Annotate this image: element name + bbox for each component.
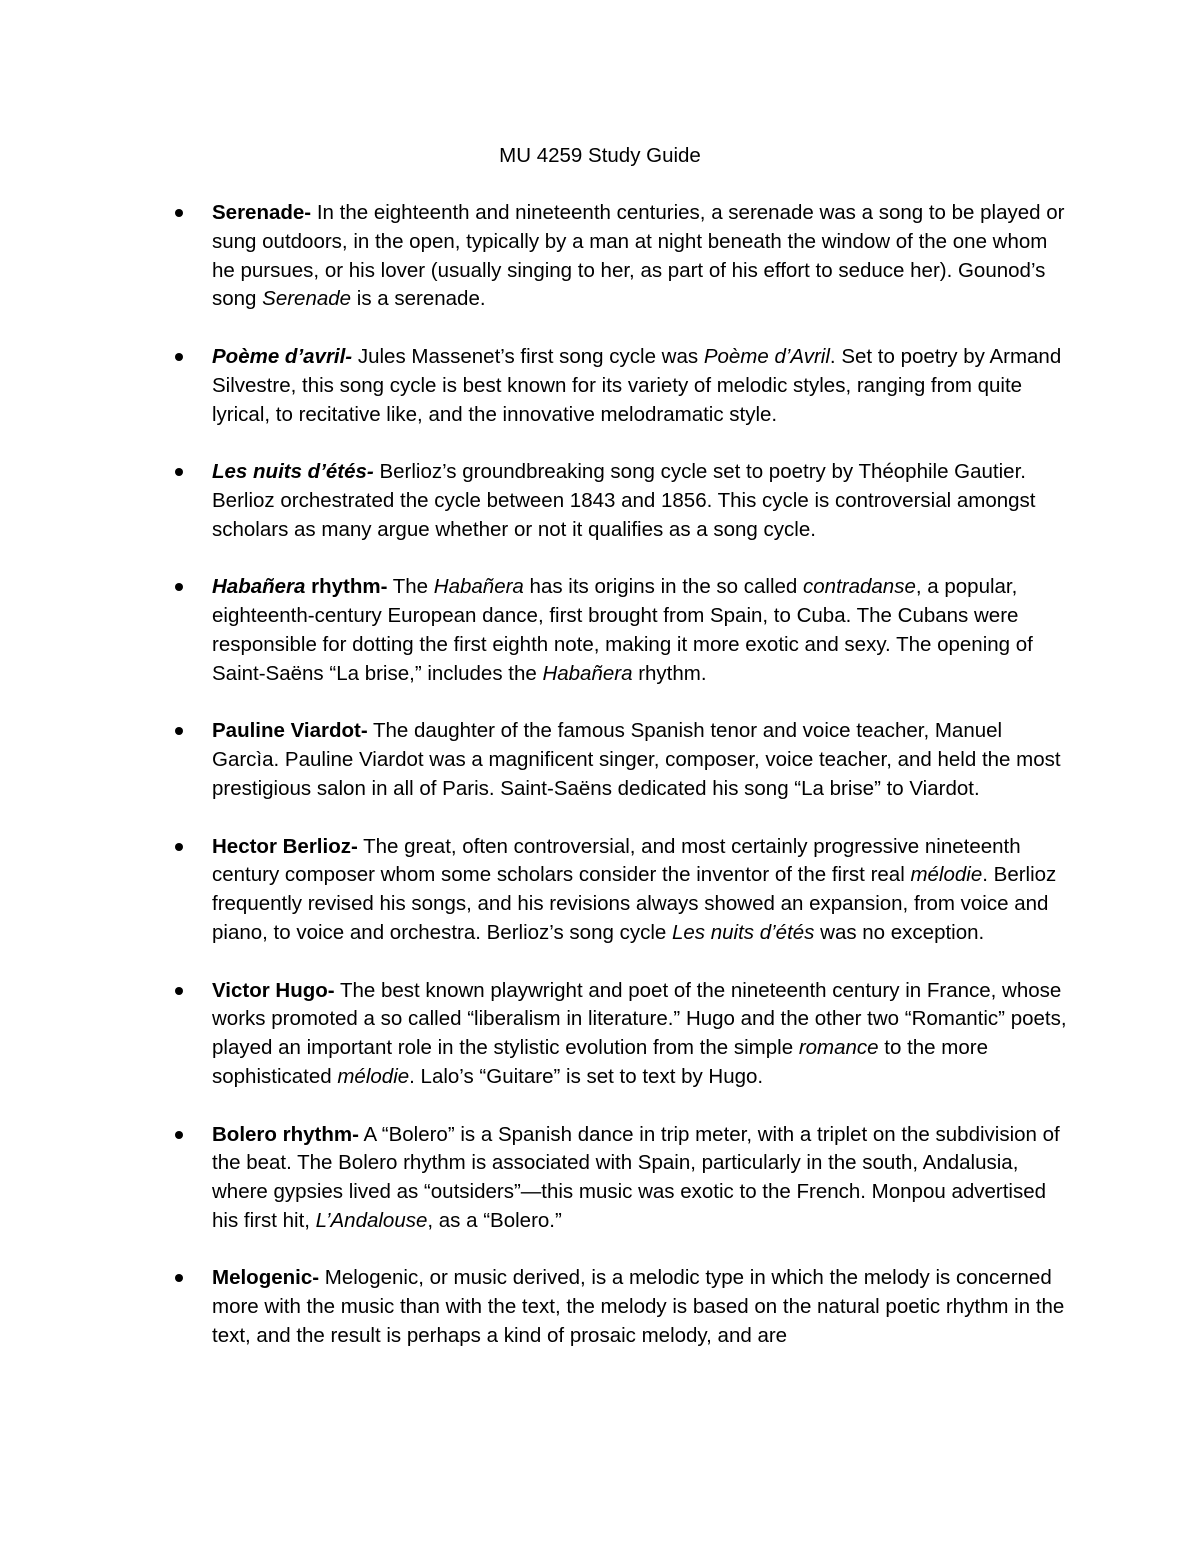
glossary-entry xyxy=(0,1264,1072,1350)
definition-text: to the more sophisticated xyxy=(212,1036,988,1088)
definition-text: In the eighteenth and nineteenth centuries, a serenade was a song to be played or sung outdoors, in the open, typically by a man at night beneath the window of the one whom he pursues, or his lover (usually singing to her, as part of his effort to seduce her). Gounod’s song xyxy=(212,201,1065,311)
entry-term: Poème d’avril- xyxy=(212,344,353,368)
definition-text: has its origins in the so called xyxy=(523,575,804,599)
glossary-entry xyxy=(0,833,1072,948)
definition-text: The daughter of the famous Spanish tenor and voice teacher, Manuel Garcìa. Pauline Viardot was a magnificent singer, composer, voice teacher, and held the most prestigious salon in all of Paris. Saint-Saëns dedicated his song “La brise” to Viardot. xyxy=(212,719,1061,800)
bullet-icon xyxy=(175,727,183,735)
glossary-entry xyxy=(0,717,1072,803)
entry-term: Habañera xyxy=(212,575,306,599)
italic-title-text: Habañera xyxy=(542,661,633,685)
definition-text: was no exception. xyxy=(814,920,985,944)
italic-title-text: Poème d’Avril xyxy=(703,344,830,368)
definition-text: Melogenic, or music derived, is a melodic type in which the melody is concerned more with the music than with the text, the melody is based on the natural poetic rhythm in the text, and the result is perhaps a kind of prosaic melody, and are xyxy=(212,1266,1065,1348)
definition-text: The best known playwright and poet of the nineteenth century in France, whose works promoted a so called “liberalism in literature.” Hugo and the other two “Romantic” poets, played an important role in the stylistic evolution from the simple xyxy=(212,978,1067,1060)
definition-text: The xyxy=(387,575,434,599)
glossary-entry xyxy=(0,573,1072,688)
definition-text: A “Bolero” is a Spanish dance in trip meter, with a triplet on the subdivision of the beat. The Bolero rhythm is associated with Spain, particularly in the south, Andalusia, where gypsies lived as “outsiders”—this music was exotic to the French. Monpou advertised his first hit, xyxy=(212,1122,1060,1232)
definition-text: The great, often controversial, and most certainly progressive nineteenth century composer whom some scholars consider the inventor of the first real xyxy=(212,834,1021,887)
glossary-entry xyxy=(0,343,1072,429)
italic-title-text: romance xyxy=(798,1036,879,1060)
entry-term: Hector Berlioz- xyxy=(212,834,358,858)
definition-text: Berlioz’s groundbreaking song cycle set to poetry by Théophile Gautier. Berlioz orchestrated the cycle between 1843 and 1856. This cycle is controversial amongst scholars as many argue whether or not it qualifies as a song cycle. xyxy=(212,460,1036,541)
definition-text: . Lalo’s “Guitare” is set to text by Hugo. xyxy=(409,1064,764,1088)
entry-term: Bolero rhythm- xyxy=(212,1122,359,1146)
italic-title-text: L’Andalouse xyxy=(315,1208,428,1232)
definition-text: . Set to poetry by Armand Silvestre, this song cycle is best known for its variety of melodic styles, ranging from quite lyrical, to recitative like, and the innovative melodramatic style. xyxy=(212,344,1062,426)
bullet-icon xyxy=(175,987,183,995)
definition-text: , a popular, eighteenth-century European dance, first brought from Spain, to Cuba. The Cubans were responsible for dotting the first eighth note, making it more exotic and sexy. The opening of Saint-Saëns “La brise,” includes the xyxy=(212,575,1033,685)
definition-text: rhythm. xyxy=(632,661,707,685)
bullet-icon xyxy=(175,353,183,361)
bullet-icon xyxy=(175,1131,183,1139)
definition-text: Jules Massenet’s first song cycle was xyxy=(352,344,704,368)
definition-text: is a serenade. xyxy=(351,287,486,311)
glossary-entry xyxy=(0,458,1072,544)
italic-title-text: mélodie xyxy=(910,863,983,887)
entry-term: Serenade- xyxy=(212,201,312,224)
bullet-icon xyxy=(175,583,183,591)
glossary-entry xyxy=(0,1121,1072,1236)
bullet-icon xyxy=(175,468,183,476)
bullet-icon xyxy=(175,843,183,851)
definition-text: . Berlioz frequently revised his songs, and his revisions always showed an expansion, from voice and piano, to voice and orchestra. Berlioz’s song cycle xyxy=(212,863,1057,944)
entry-term: Melogenic- xyxy=(212,1266,320,1290)
italic-title-text: Les nuits d’étés xyxy=(671,920,815,944)
italic-title-text: contradanse xyxy=(803,575,916,599)
document-title: MU 4259 Study Guide xyxy=(499,144,701,167)
italic-title-text: Serenade xyxy=(262,287,352,311)
entry-term: Pauline Viardot- xyxy=(212,719,368,743)
glossary-list xyxy=(0,199,1200,1380)
entry-term-tail: rhythm- xyxy=(305,575,388,599)
entry-term: Victor Hugo- xyxy=(212,978,335,1002)
entry-term: Les nuits d’étés- xyxy=(212,460,374,484)
italic-title-text: Habañera xyxy=(433,575,524,599)
bullet-icon xyxy=(175,209,183,217)
glossary-entry xyxy=(0,977,1072,1092)
bullet-icon xyxy=(175,1274,183,1282)
glossary-entry xyxy=(0,199,1072,314)
definition-text: , as a “Bolero.” xyxy=(427,1208,562,1232)
italic-title-text: mélodie xyxy=(337,1064,410,1088)
